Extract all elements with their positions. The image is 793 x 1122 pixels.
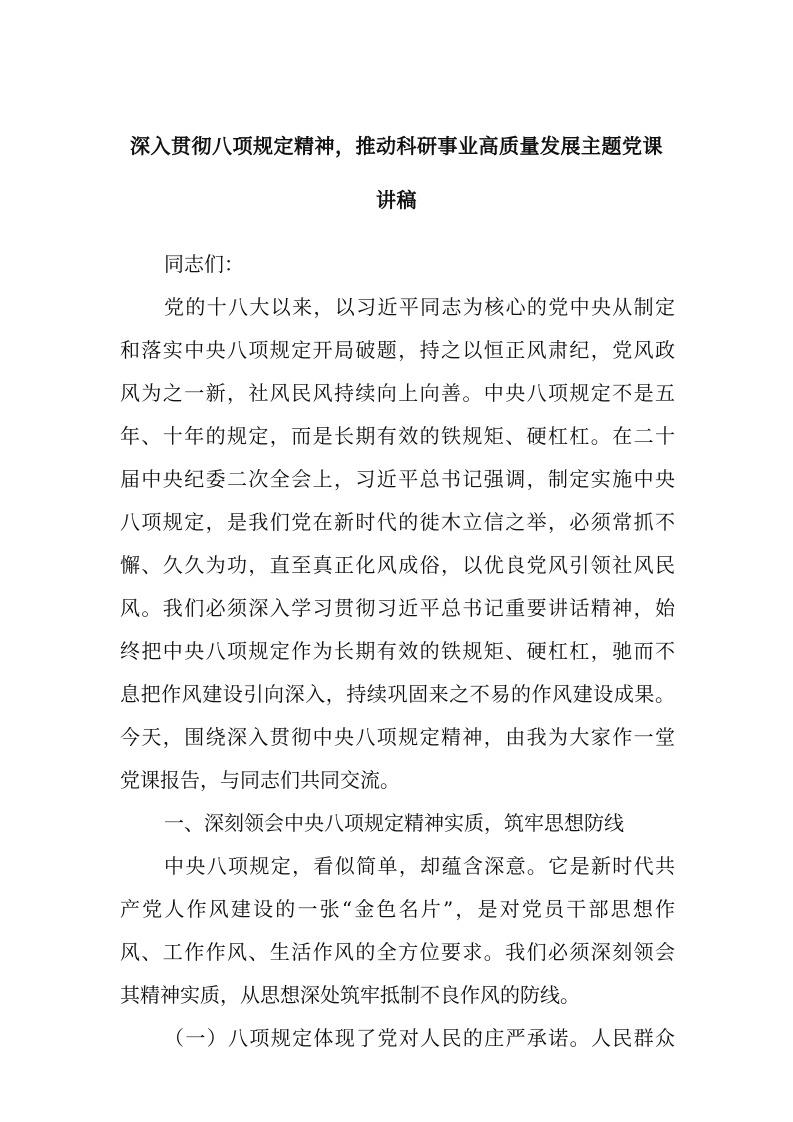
body-line: 届中央纪委二次全会上，习近平总书记强调，制定实施中央 — [120, 467, 675, 491]
body-line: 八项规定，是我们党在新时代的徙木立信之举，必须常抓不 — [120, 510, 675, 534]
salutation: 同志们： — [164, 252, 244, 276]
section-heading: 一、深刻领会中央八项规定精神实质，筑牢思想防线 — [164, 811, 624, 835]
body-line: 风为之一新，社风民风持续向上向善。中央八项规定不是五 — [120, 381, 675, 405]
body-line: 党的十八大以来，以习近平同志为核心的党中央从制定 — [164, 295, 675, 319]
body-line: 党课报告，与同志们共同交流。 — [120, 768, 400, 792]
body-line: 年、十年的规定，而是长期有效的铁规矩、硬杠杠。在二十 — [120, 424, 675, 448]
body-line: （一）八项规定体现了党对人民的庄严承诺。人民群众 — [164, 1026, 675, 1050]
document-title-line-1: 深入贯彻八项规定精神，推动科研事业高质量发展主题党课 — [130, 134, 663, 158]
body-line: 终把中央八项规定作为长期有效的铁规矩、硬杠杠，驰而不 — [120, 639, 675, 663]
body-line: 风。我们必须深入学习贯彻习近平总书记重要讲话精神，始 — [120, 596, 675, 620]
body-line: 和落实中央八项规定开局破题，持之以恒正风肃纪，党风政 — [120, 338, 675, 362]
document-title-line-2: 讲稿 — [376, 188, 417, 212]
body-line: 其精神实质，从思想深处筑牢抵制不良作风的防线。 — [120, 983, 580, 1007]
body-line: 息把作风建设引向深入，持续巩固来之不易的作风建设成果。 — [120, 682, 675, 706]
body-line: 中央八项规定，看似简单，却蕴含深意。它是新时代共 — [164, 854, 675, 878]
body-line: 产党人作风建设的一张“金色名片”，是对党员干部思想作 — [120, 897, 675, 921]
body-line: 懈、久久为功，直至真正化风成俗，以优良党风引领社风民 — [120, 553, 675, 577]
body-line: 今天，围绕深入贯彻中央八项规定精神，由我为大家作一堂 — [120, 725, 675, 749]
body-line: 风、工作作风、生活作风的全方位要求。我们必须深刻领会 — [120, 940, 675, 964]
